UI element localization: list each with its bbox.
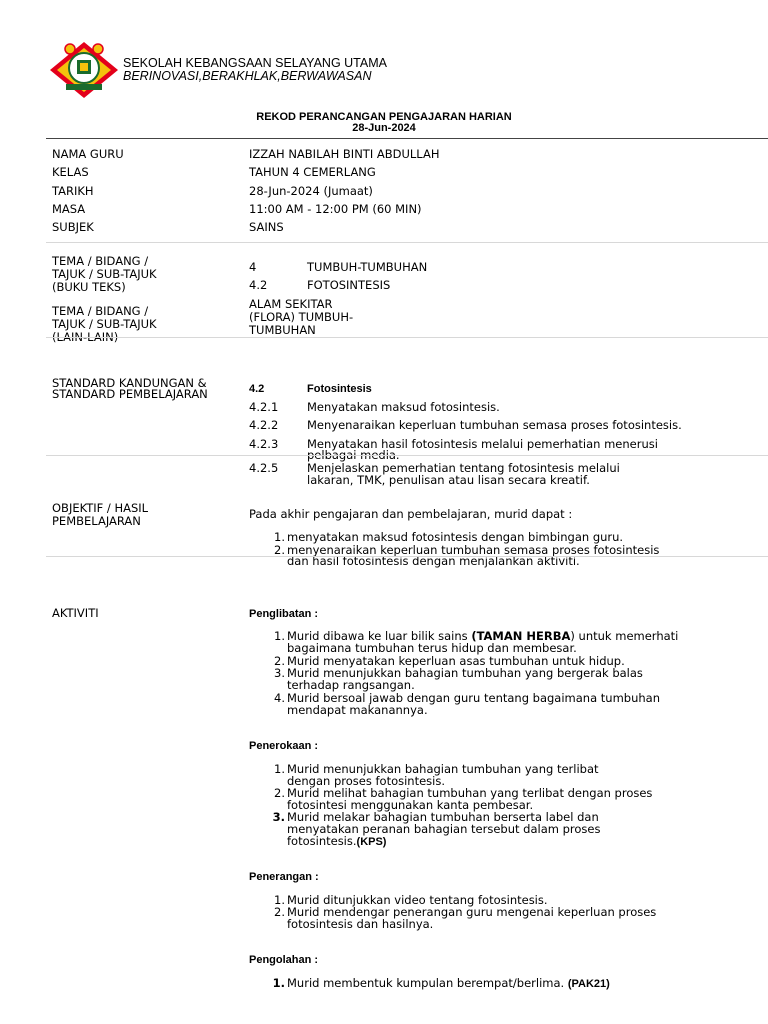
standard-head-code: 4.2 (249, 383, 265, 395)
label-standard-1: STANDARD KANDUNGAN & (52, 376, 207, 390)
list-item-cont: mendapat makanannya. (287, 703, 428, 717)
section-penglibatan-title: Penglibatan : (249, 608, 319, 620)
label-tarikh: TARIKH (52, 184, 94, 198)
value-kelas: TAHUN 4 CEMERLANG (249, 165, 376, 179)
divider (46, 242, 768, 243)
school-name: SEKOLAH KEBANGSAAN SELAYANG UTAMA (123, 56, 387, 70)
tema-code-2: 4.2 (249, 278, 268, 292)
label-masa: MASA (52, 202, 86, 216)
standard-text: Menyatakan maksud fotosintesis. (307, 400, 500, 414)
value-tarikh: 28-Jun-2024 (Jumaat) (249, 184, 373, 198)
label-aktiviti: AKTIVITI (52, 606, 99, 620)
document-date: 28-Jun-2024 (352, 122, 416, 134)
label-objektif-2: PEMBELAJARAN (52, 514, 141, 528)
label-tema-lain-3: (LAIN-LAIN) (52, 330, 119, 344)
standard-text: Menjelaskan pemerhatian tentang fotosintesis melalui (307, 461, 620, 475)
standard-head-text: Fotosintesis (307, 383, 372, 395)
value-nama-guru: IZZAH NABILAH BINTI ABDULLAH (249, 147, 440, 161)
divider (46, 337, 768, 338)
tema-lain-value-2: (FLORA) TUMBUH- (249, 310, 354, 324)
divider (46, 556, 768, 557)
label-tema-buku-3: (BUKU TEKS) (52, 280, 126, 294)
list-item-cont: dan hasil fotosintesis dengan menjalankan aktiviti. (287, 554, 580, 568)
label-tema-lain-1: TEMA / BIDANG / (52, 304, 149, 318)
standard-text-cont: lakaran, TMK, penulisan atau lisan secara kreatif. (307, 473, 590, 487)
list-item-cont: dengan proses fotosintesis. (287, 774, 446, 788)
list-item-cont: terhadap rangsangan. (287, 678, 415, 692)
tema-lain-value-1: ALAM SEKITAR (249, 297, 333, 311)
standard-text: Menyenaraikan keperluan tumbuhan semasa proses fotosintesis. (307, 418, 682, 432)
label-tema-buku-1: TEMA / BIDANG / (52, 254, 149, 268)
tema-code-1: 4 (249, 260, 257, 274)
list-item-cont: menyatakan peranan bahagian tersebut dalam proses (287, 822, 601, 836)
section-pengolahan-title: Pengolahan : (249, 954, 319, 966)
label-kelas: KELAS (52, 165, 89, 179)
list-item-cont: fotosintesis dan hasilnya. (287, 917, 434, 931)
tema-lain-value-3: TUMBUHAN (249, 323, 316, 337)
tema-text-2: FOTOSINTESIS (307, 278, 391, 292)
school-motto: BERINOVASI,BERAKHLAK,BERWAWASAN (123, 69, 372, 83)
divider (46, 455, 768, 456)
document-title: REKOD PERANCANGAN PENGAJARAN HARIAN (256, 111, 512, 123)
standard-code: 4.2.2 (249, 418, 279, 432)
label-objektif-1: OBJEKTIF / HASIL (52, 501, 149, 515)
label-tema-lain-2: TAJUK / SUB-TAJUK (52, 317, 157, 331)
label-subjek: SUBJEK (52, 220, 94, 234)
standard-text-cont: pelbagai media. (307, 448, 400, 462)
label-standard-2: STANDARD PEMBELAJARAN (52, 387, 208, 401)
standard-text: Menyatakan hasil fotosintesis melalui pemerhatian menerusi (307, 437, 658, 451)
section-penerangan-title: Penerangan : (249, 871, 319, 883)
label-nama-guru: NAMA GURU (52, 147, 124, 161)
list-item-cont: fotosintesi menggunakan kanta pembesar. (287, 798, 534, 812)
standard-code: 4.2.5 (249, 461, 279, 475)
standard-code: 4.2.1 (249, 400, 279, 414)
school-logo (48, 40, 120, 100)
objektif-intro: Pada akhir pengajaran dan pembelajaran, murid dapat : (249, 507, 573, 521)
value-subjek: SAINS (249, 220, 284, 234)
section-penerokaan-title: Penerokaan : (249, 740, 319, 752)
tema-text-1: TUMBUH-TUMBUHAN (307, 260, 428, 274)
list-item-cont: fotosintesis.(KPS) (287, 834, 387, 848)
standard-code: 4.2.3 (249, 437, 279, 451)
label-tema-buku-2: TAJUK / SUB-TAJUK (52, 267, 157, 281)
title-divider (46, 138, 768, 139)
value-masa: 11:00 AM - 12:00 PM (60 MIN) (249, 202, 422, 216)
list-item-cont: bagaimana tumbuhan terus hidup dan membesar. (287, 641, 577, 655)
